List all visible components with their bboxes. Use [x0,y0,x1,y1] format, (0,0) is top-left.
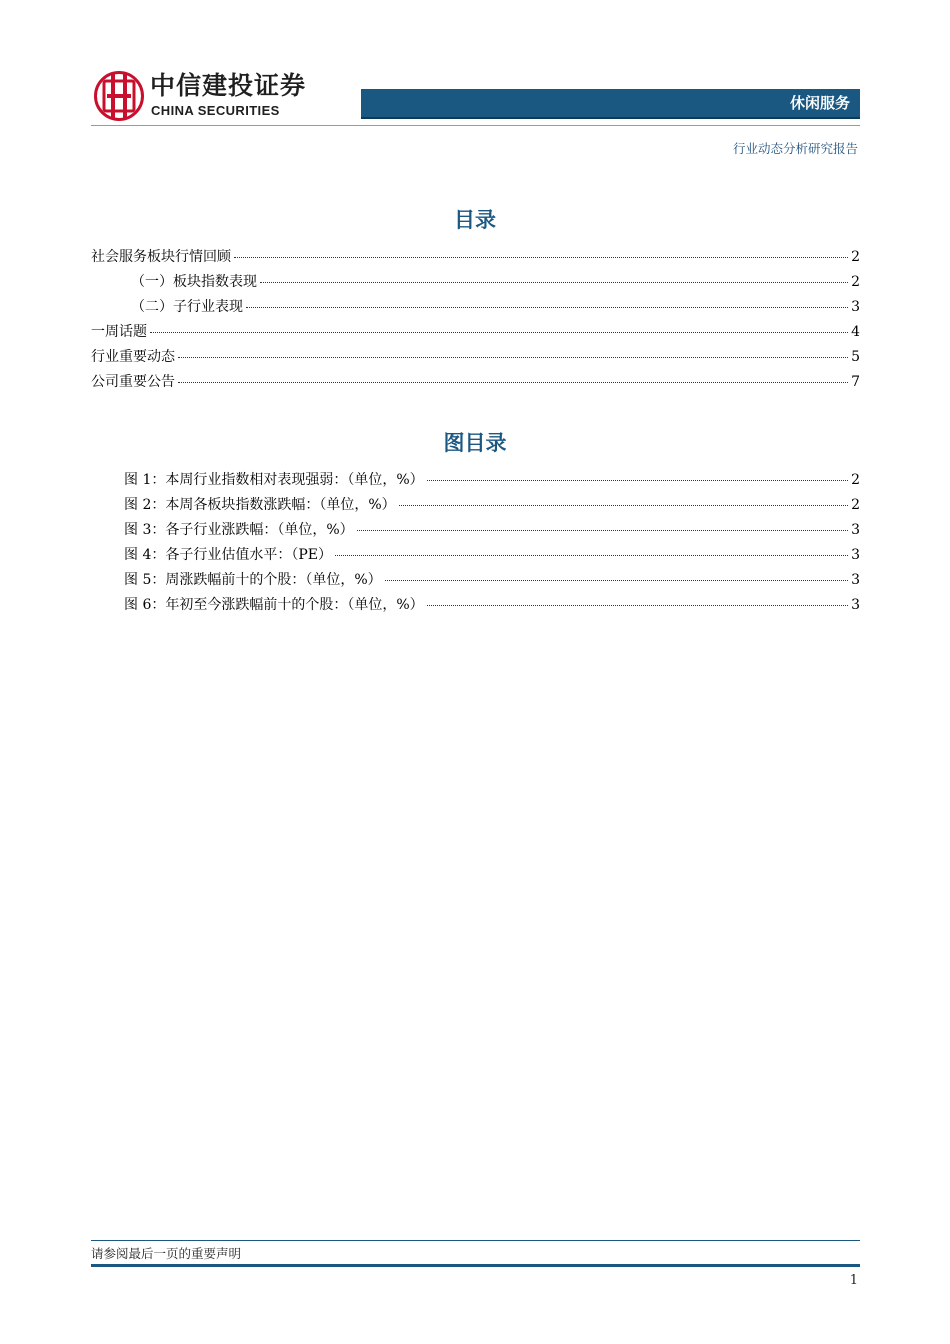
figure-entry-label: 图 2：本周各板块指数涨跌幅：（单位，%） [124,497,396,513]
china-securities-logo [93,70,145,122]
brand-name-cn: 中信建投证券 [150,71,307,100]
toc-list [91,245,860,395]
toc-entry-label: （一）板块指数表现 [131,274,257,290]
dot-leader [178,382,848,383]
figure-entry[interactable] [91,493,860,518]
toc-entry-label: 一周话题 [91,324,147,340]
figure-entry-label: 图 1：本周行业指数相对表现强弱：（单位，%） [124,472,424,488]
figure-entry[interactable] [91,543,860,568]
figure-entry[interactable] [91,518,860,543]
figure-entry[interactable] [91,568,860,593]
figure-list-title: 图目录 [443,431,507,455]
toc-entry-label: （二）子行业表现 [131,299,243,315]
footer-divider [91,1240,860,1241]
dot-leader [335,555,848,556]
toc-title: 目录 [454,208,496,232]
dot-leader [385,580,848,581]
dot-leader [399,505,848,506]
figure-entry-label: 图 6：年初至今涨跌幅前十的个股：（单位，%） [124,597,424,613]
figure-list [91,468,860,618]
toc-entry[interactable] [91,295,860,320]
toc-entry[interactable] [91,320,860,345]
footer-bar [91,1264,860,1267]
dot-leader [427,480,848,481]
figure-entry-page: 3 [851,522,860,538]
figure-entry-page: 3 [851,572,860,588]
toc-entry-page: 5 [851,349,860,365]
figure-entry-label: 图 4：各子行业估值水平：（PE） [124,547,332,563]
figure-entry[interactable] [91,468,860,493]
toc-entry-label: 公司重要公告 [91,374,175,390]
toc-entry-page: 4 [851,324,860,340]
dot-leader [178,357,848,358]
disclaimer-note: 请参阅最后一页的重要声明 [91,1246,242,1261]
figure-entry-page: 3 [851,597,860,613]
toc-entry-page: 2 [851,274,860,290]
figure-entry-page: 3 [851,547,860,563]
dot-leader [357,530,848,531]
dot-leader [427,605,848,606]
dot-leader [260,282,848,283]
dot-leader [150,332,848,333]
category-label: 休闲服务 [789,94,850,112]
figure-entry-label: 图 5：周涨跌幅前十的个股：（单位，%） [124,572,382,588]
toc-entry[interactable] [91,370,860,395]
figure-entry[interactable] [91,593,860,618]
toc-entry-label: 社会服务板块行情回顾 [91,249,231,265]
figure-entry-page: 2 [851,497,860,513]
toc-entry[interactable] [91,245,860,270]
report-type: 行业动态分析研究报告 [732,141,858,156]
brand-name-en: CHINA SECURITIES [151,103,280,118]
toc-entry-label: 行业重要动态 [91,349,175,365]
toc-entry-page: 2 [851,249,860,265]
header-divider [91,125,860,126]
toc-entry-page: 3 [851,299,860,315]
toc-entry-page: 7 [851,374,860,390]
figure-entry-page: 2 [851,472,860,488]
toc-entry[interactable] [91,345,860,370]
toc-entry[interactable] [91,270,860,295]
category-band [361,89,860,119]
page-number: 1 [849,1273,858,1288]
figure-entry-label: 图 3：各子行业涨跌幅：（单位，%） [124,522,354,538]
dot-leader [246,307,848,308]
dot-leader [234,257,848,258]
